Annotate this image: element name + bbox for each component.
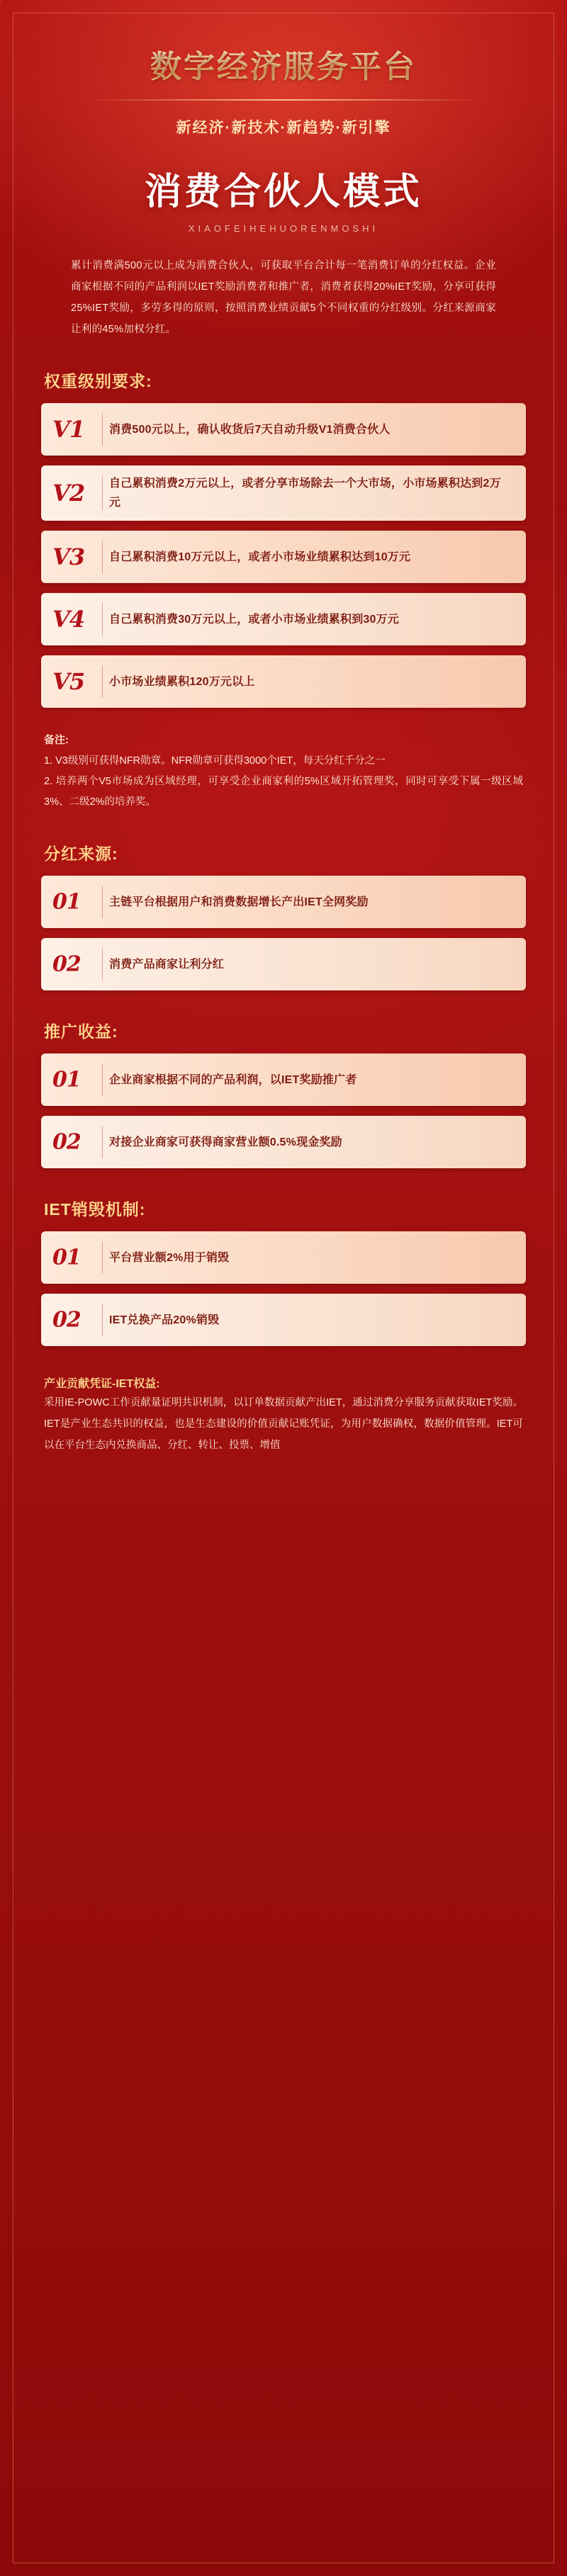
burn-badge: 02 — [52, 1307, 81, 1333]
row-separator — [102, 1304, 103, 1336]
promotion-row — [41, 1053, 526, 1106]
section-title-dividend: 分红来源: — [44, 844, 118, 863]
row-separator — [102, 665, 103, 698]
level-badge: V5 — [52, 668, 85, 695]
promotion-row — [41, 1116, 526, 1168]
promotion-text: 对接企业商家可获得商家营业额0.5%现金奖励 — [109, 1136, 342, 1148]
footer-title: 产业贡献凭证-IET权益: — [44, 1378, 160, 1390]
dividend-row — [41, 876, 526, 928]
burn-text: 平台营业额2%用于销毁 — [109, 1251, 230, 1264]
level-badge: V3 — [52, 543, 85, 570]
level-badge: V1 — [52, 416, 85, 443]
section-title-levels: 权重级别要求: — [44, 372, 152, 390]
row-separator — [102, 475, 103, 511]
headline-pinyin: XIAOFEIHEHUORENMOSHI — [188, 223, 379, 234]
row-separator — [102, 541, 103, 573]
level-badge: V4 — [52, 606, 85, 633]
row-separator — [102, 1063, 103, 1096]
dividend-badge: 01 — [52, 889, 81, 915]
notes-line: 1. V3级别可获得NFR勋章。NFR勋章可获得3000个IET，每天分红千分之一 — [44, 755, 386, 767]
notes-line: 2. 培养两个V5市场成为区域经理，可享受企业商家利的5%区域开拓管理奖，同时可享受下属一级区域3%、二级2%的培养奖。 — [44, 776, 523, 808]
notes-title: 备注: — [44, 734, 69, 746]
row-separator — [102, 603, 103, 635]
level-text: 小市场业绩累积120万元以上 — [109, 675, 255, 688]
dividend-text: 主链平台根据用户和消费数据增长产出IET全网奖励 — [109, 896, 369, 908]
dividend-badge: 02 — [52, 951, 81, 977]
page-title: 数字经济服务平台 — [28, 41, 539, 86]
promotion-badge: 02 — [52, 1129, 81, 1155]
row-separator — [102, 1241, 103, 1274]
dividend-text: 消费产品商家让利分红 — [109, 958, 225, 971]
level-row — [41, 403, 526, 456]
page-subtitle: 新经济·新技术·新趋势·新引擎 — [176, 120, 391, 136]
promotion-badge: 01 — [52, 1067, 81, 1092]
burn-badge: 01 — [52, 1245, 81, 1270]
dividend-row — [41, 938, 526, 990]
level-text: 消费500元以上，确认收货后7天自动升级V1消费合伙人 — [109, 423, 391, 436]
level-text: 自己累积消费10万元以上，或者小市场业绩累积达到10万元 — [109, 550, 411, 563]
level-row — [41, 465, 526, 521]
level-text: 自己累积消费2万元以上，或者分享市场除去一个大市场，小市场累积达到2万元 — [109, 478, 501, 509]
section-title-burn: IET销毁机制: — [44, 1200, 146, 1219]
row-separator — [102, 886, 103, 918]
burn-row — [41, 1294, 526, 1346]
title-divider — [85, 99, 482, 101]
row-separator — [102, 413, 103, 446]
level-badge: V2 — [52, 480, 85, 507]
row-separator — [102, 948, 103, 981]
headline: 消费合伙人模式 — [144, 170, 422, 213]
section-title-promotion: 推广收益: — [44, 1022, 118, 1041]
level-text: 自己累积消费30万元以上，或者小市场业绩累积到30万元 — [109, 613, 399, 626]
intro-paragraph: 累计消费满500元以上成为消费合伙人，可获取平台合计每一笔消费订单的分红权益。企业商家根据不同的产品利润以IET奖励消费者和推广者，消费者获得20%IET奖励，分享可获得25%IET奖励，多劳多得的原则，按照消费业绩贡献5个不同权重的分红级别。分红来源商家让利的45%加权分红。 — [71, 260, 496, 335]
level-row — [41, 655, 526, 708]
level-row — [41, 531, 526, 583]
footer-body: 采用IE-POWC工作贡献量证明共识机制，以订单数据贡献产出IET，通过消费分享服务贡献获取IET奖励。IET是产业生态共识的权益，也是生态建设的价值贡献记账凭证，为用户数据确权，数据价值管理。IET可以在平台生态内兑换商品、分红、转让、投票、增值 — [44, 1397, 523, 1451]
promotion-text: 企业商家根据不同的产品利润，以IET奖励推广者 — [109, 1073, 357, 1086]
level-row — [41, 593, 526, 645]
burn-row — [41, 1231, 526, 1284]
row-separator — [102, 1126, 103, 1158]
burn-text: IET兑换产品20%销毁 — [109, 1314, 220, 1326]
